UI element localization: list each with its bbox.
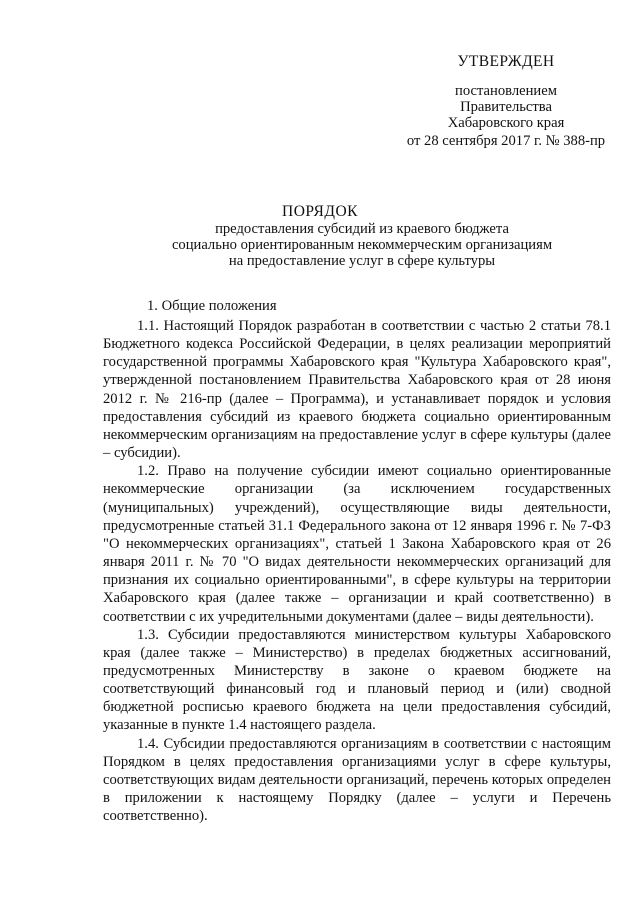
- approval-line-1: постановлением: [455, 83, 557, 99]
- document-title: ПОРЯДОК: [282, 203, 358, 220]
- paragraph-1-1: 1.1. Настоящий Порядок разработан в соответствии с частью 2 статьи 78.1 Бюджетного кодекса Российской Федерации, в целях реализации мероприятий государственной программы Хабаровского края "Культура Хабаровского края", утвержденной постановлением Правительства Хабаровского края от 28 июня 2012 г. № 216-пр (далее – Программа), и устанавливает порядок и условия предоставления субсидий из краевого бюджета социально ориентированным некоммерческим организациям на предоставление услуг в сфере культуры (далее – субсидии).: [103, 318, 611, 462]
- subtitle-line: предоставления субсидий из краевого бюджета: [215, 221, 509, 237]
- approval-block: [391, 54, 621, 149]
- approval-line-3: Хабаровского края: [447, 115, 565, 131]
- approval-stamp: УТВЕРЖДЕН: [457, 53, 555, 70]
- subtitle-line: на предоставление услуг в сфере культуры: [228, 253, 496, 269]
- subtitle-line: социально ориентированным некоммерческим организациям: [171, 237, 553, 253]
- paragraph-1-2: 1.2. Право на получение субсидии имеют социально ориентированные некоммерческие организации (за исключением государственных (муниципальных) учреждений), осуществляющие виды деятельности, предусмотренные статьей 31.1 Федерального закона от 12 января 1996 г. № 7-ФЗ "О некоммерческих организациях", статьей 1 Закона Хабаровского края от 26 января 2011 г. № 70 "О видах деятельности некоммерческих организаций для признания их социально ориентированными", в сфере культуры на территории Хабаровского края (далее также – организации и край соответственно) в соответствии с их учредительными документами (далее – виды деятельности).: [103, 463, 611, 625]
- paragraph-1-3: 1.3. Субсидии предоставляются министерством культуры Хабаровского края (далее также – Министерство) в пределах бюджетных ассигнований, предусмотренных Министерству в законе о краевом бюджете на соответствующий финансовый год и плановый период и (или) сводной бюджетной росписью краевого бюджета на цели предоставления субсидий, указанные в пункте 1.4 настоящего раздела.: [103, 626, 611, 734]
- section-heading: 1. Общие положения: [147, 298, 277, 314]
- approval-line-2: Правительства: [460, 99, 552, 115]
- approval-decree-date: от 28 сентября 2017 г. № 388-пр: [406, 133, 606, 149]
- document-body: [103, 317, 611, 825]
- document-subtitle: [0, 221, 640, 269]
- paragraph-1-4: 1.4. Субсидии предоставляются организациям в соответствии с настоящим Порядком в целях предоставления организациями услуг в сфере культуры, соответствующих видам деятельности организаций, перечень которых определен в приложении к настоящему Порядку (далее – услуги и Перечень соответственно).: [103, 735, 611, 825]
